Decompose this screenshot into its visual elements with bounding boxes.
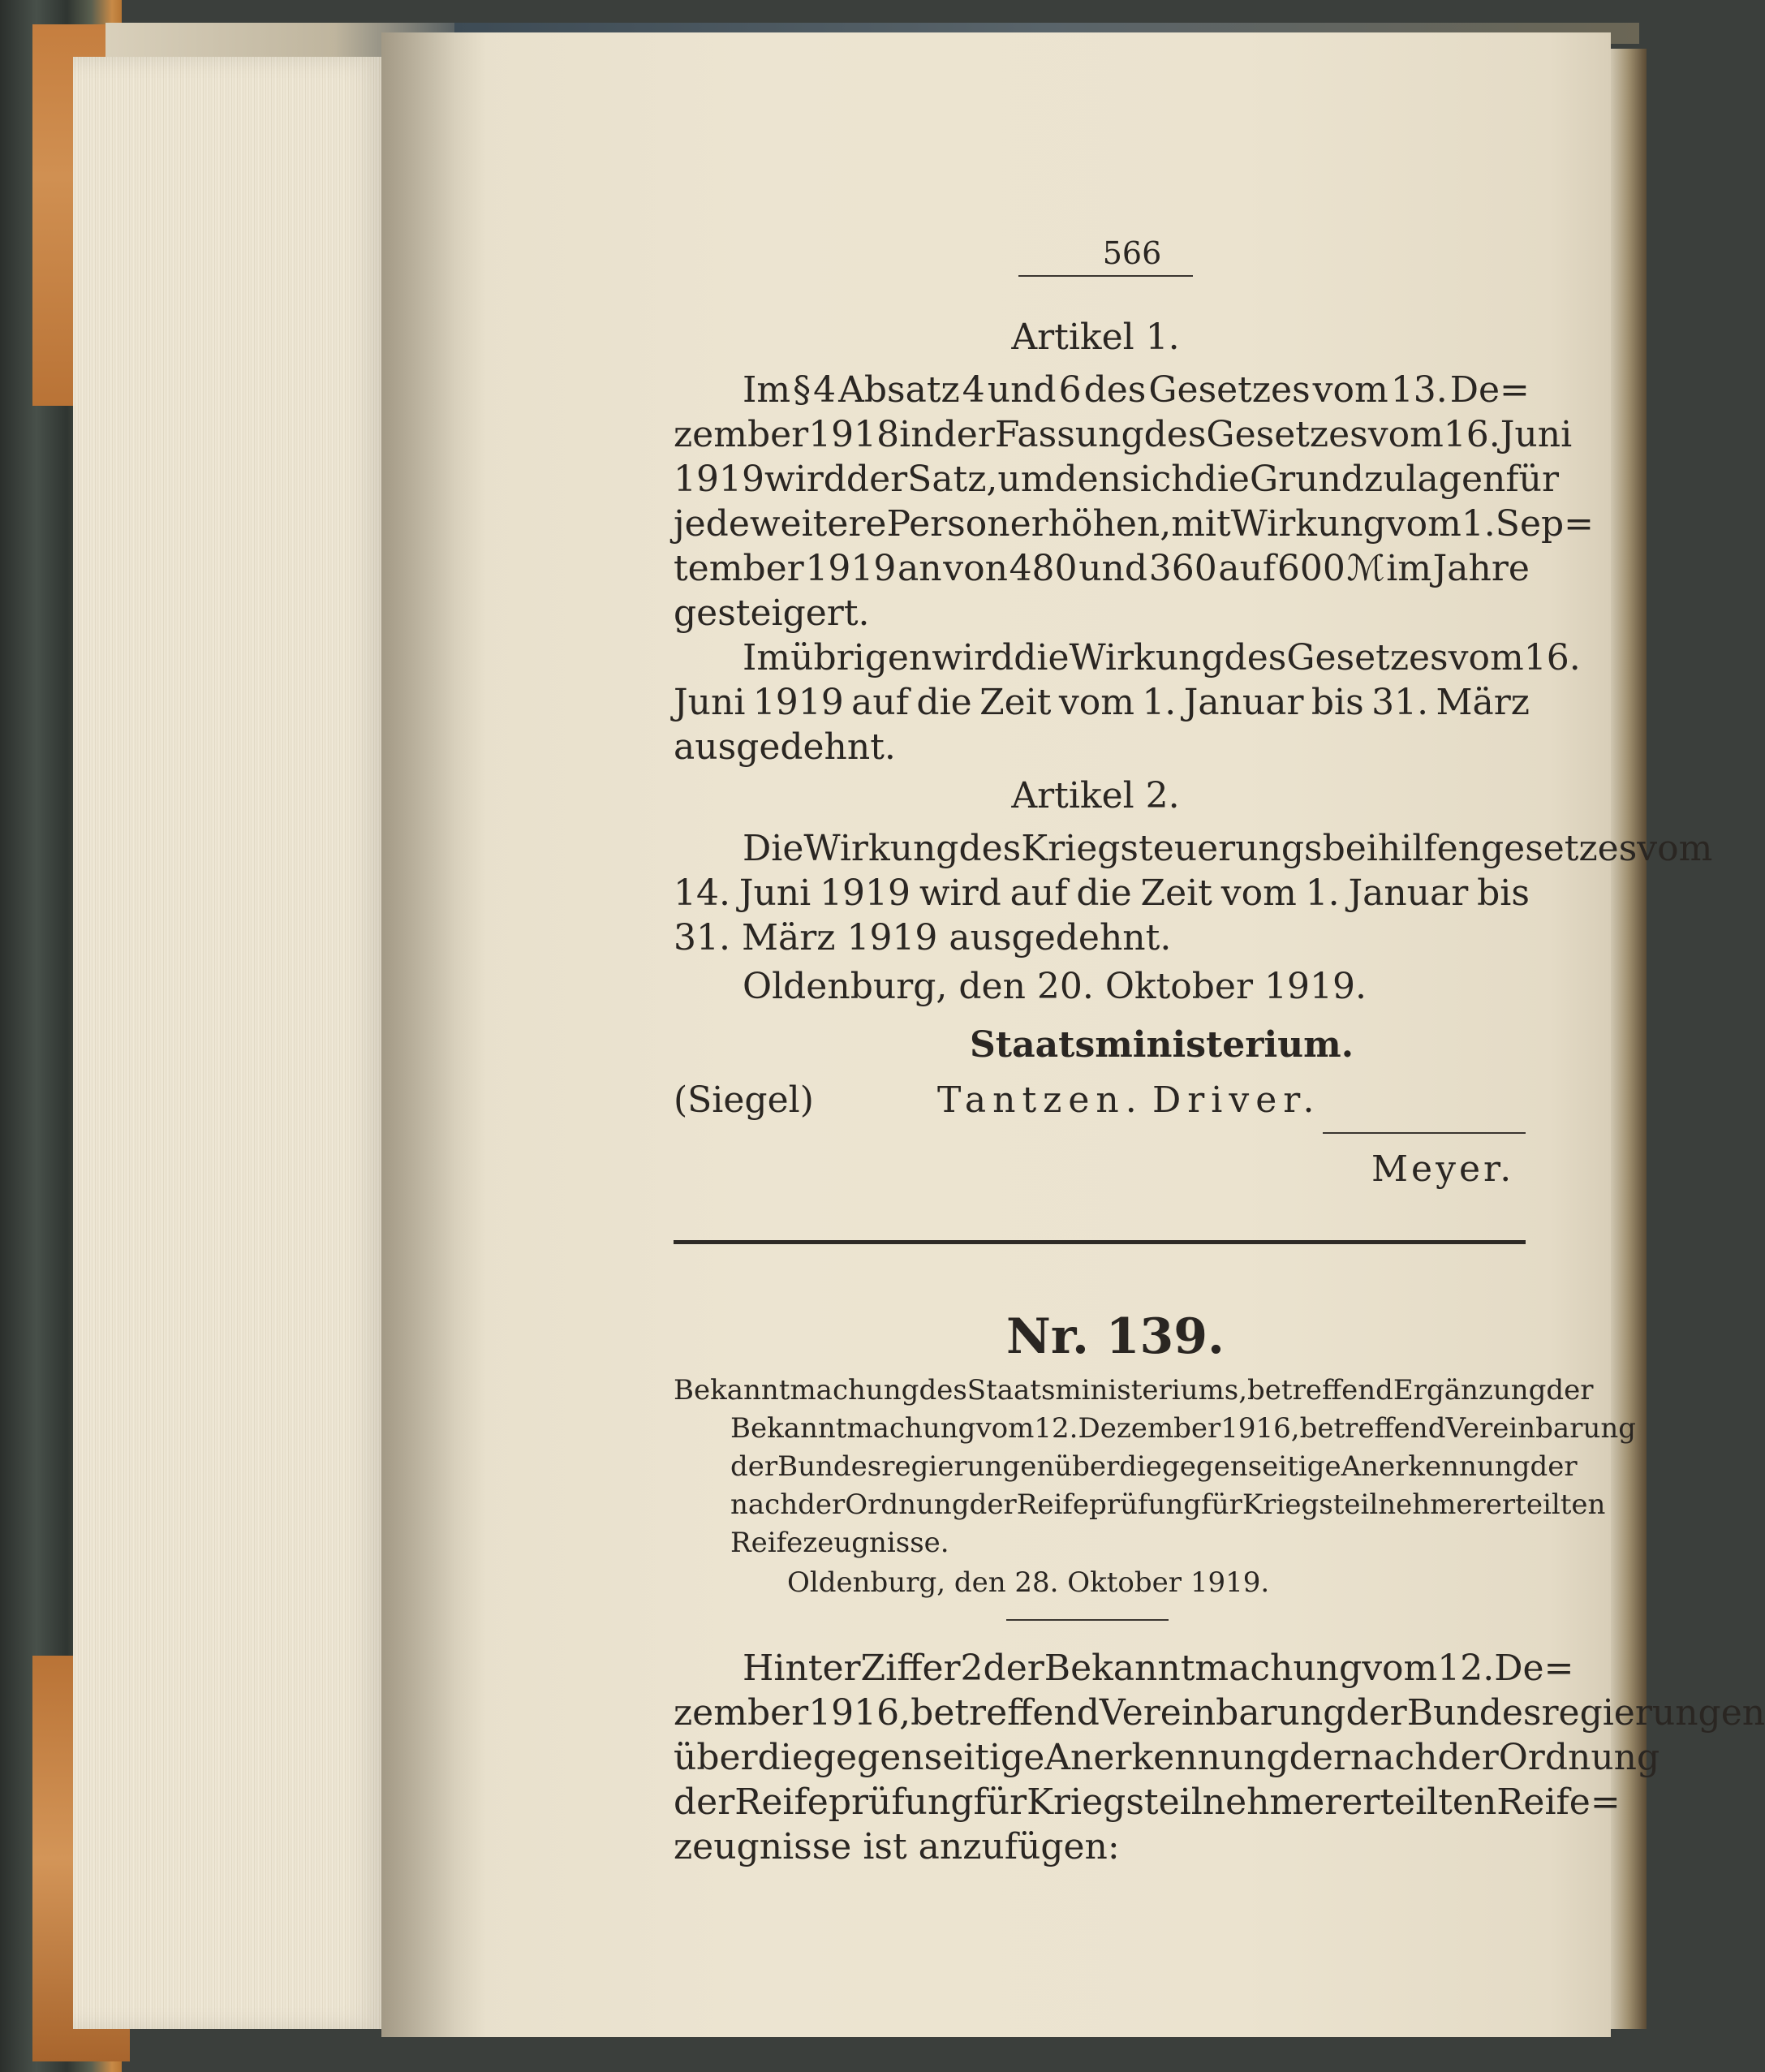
article-2-line: Die Wirkung des Kriegsteuerungsbeihilfengesetzes vom bbox=[743, 828, 1713, 869]
article-2-heading: Artikel 2. bbox=[1011, 775, 1180, 816]
regulation-body-line: zeugnisse ist anzufügen: bbox=[674, 1826, 1120, 1867]
article-1-line: Juni 1919 auf die Zeit vom 1. Januar bis 31. März bbox=[674, 682, 1530, 723]
gutter-shadow bbox=[381, 32, 487, 2037]
summary-line: nach der Ordnung der Reifeprüfung für Kriegsteilnehmer erteilten bbox=[730, 1488, 1606, 1521]
summary-line: Bekanntmachung vom 12. Dezember 1916, betreffend Vereinbarung bbox=[730, 1412, 1637, 1445]
page-number: 566 bbox=[1102, 235, 1162, 271]
regulation-body-line: der Reifeprüfung für Kriegsteilnehmer erteilten Reife= bbox=[674, 1781, 1621, 1823]
signature-meyer: Meyer. bbox=[1371, 1148, 1515, 1190]
section-separator bbox=[674, 1240, 1526, 1244]
regulation-body-line: über die gegenseitige Anerkennung der nach der Ordnung bbox=[674, 1737, 1660, 1778]
signature-tantzen: Tantzen. bbox=[937, 1079, 1143, 1121]
regulation-date: Oldenburg, den 28. Oktober 1919. bbox=[787, 1566, 1270, 1599]
article-1-line: Im übrigen wird die Wirkung des Gesetzes vom 16. bbox=[743, 637, 1581, 678]
date-rule bbox=[1006, 1619, 1169, 1621]
place-date: Oldenburg, den 20. Oktober 1919. bbox=[743, 966, 1367, 1007]
ministry-name: Staatsministerium. bbox=[970, 1024, 1354, 1066]
article-1-line: Im § 4 Absatz 4 und 6 des Gesetzes vom 13. De= bbox=[743, 369, 1530, 411]
regulation-body-line: Hinter Ziffer 2 der Bekanntmachung vom 12. De= bbox=[743, 1648, 1574, 1689]
summary-line: Bekanntmachung des Staatsministeriums, betreffend Ergänzung der bbox=[674, 1374, 1594, 1406]
summary-line: Reifezeugnisse. bbox=[730, 1527, 949, 1559]
page-number-rule bbox=[1018, 275, 1193, 277]
signature-rule bbox=[1323, 1132, 1526, 1134]
article-1-line: 1919 wird der Satz, um den sich die Grundzulagen für bbox=[674, 459, 1559, 500]
article-2-line: 31. März 1919 ausgedehnt. bbox=[674, 917, 1172, 958]
summary-line: der Bundesregierungen über die gegenseitige Anerkennung der bbox=[730, 1450, 1578, 1483]
article-1-line: ausgedehnt. bbox=[674, 726, 896, 768]
regulation-body-line: zember 1916, betreffend Vereinbarung der Bundesregierungen bbox=[674, 1692, 1765, 1734]
article-1-line: tember 1919 an von 480 und 360 auf 600 ℳ im Jahre bbox=[674, 548, 1530, 589]
article-1-line: jede weitere Person erhöhen, mit Wirkung vom 1. Sep= bbox=[674, 503, 1595, 545]
article-1-line: zember 1918 in der Fassung des Gesetzes vom 16. Juni bbox=[674, 414, 1573, 455]
article-1-heading: Artikel 1. bbox=[1011, 317, 1180, 358]
seal-label: (Siegel) bbox=[674, 1079, 814, 1121]
signature-driver: Driver. bbox=[1152, 1079, 1321, 1121]
article-1-line: gesteigert. bbox=[674, 592, 870, 634]
article-2-line: 14. Juni 1919 wird auf die Zeit vom 1. Januar bis bbox=[674, 872, 1530, 914]
regulation-number: Nr. 139. bbox=[1006, 1308, 1225, 1365]
page-block-edges bbox=[73, 57, 385, 2029]
